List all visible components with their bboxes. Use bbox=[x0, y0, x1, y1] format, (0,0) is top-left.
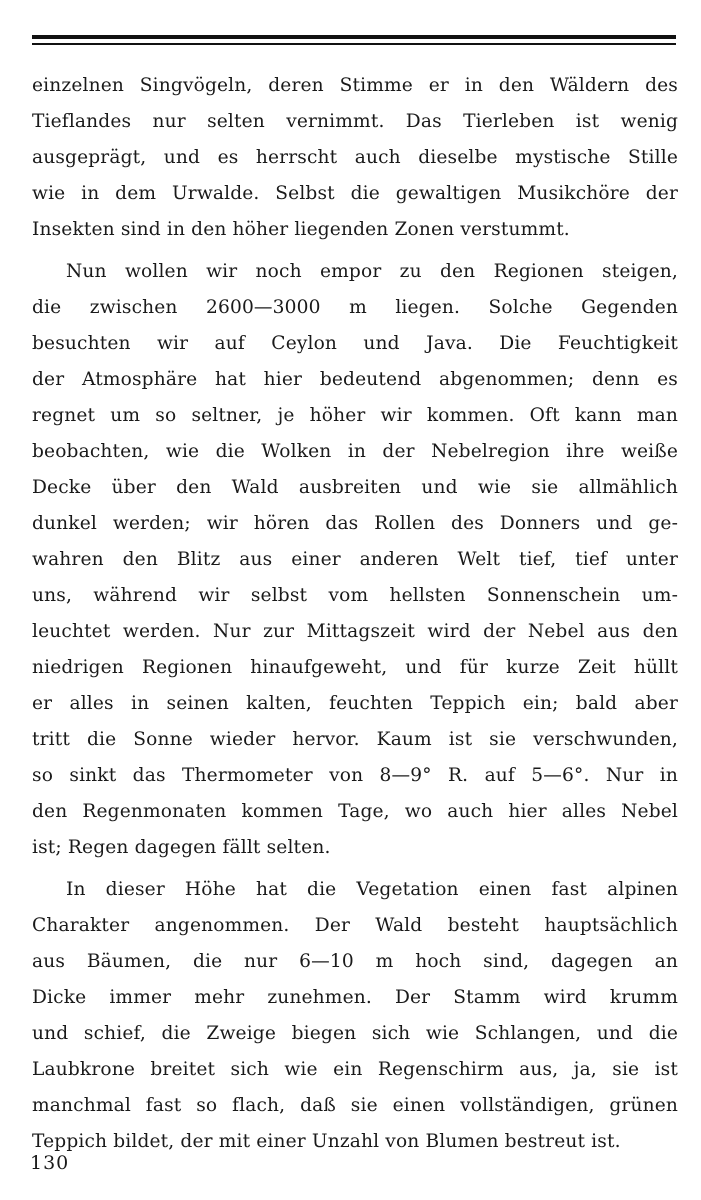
text-line: wie in dem Urwalde. Selbst die gewaltigen Musikchöre der bbox=[32, 183, 678, 204]
text-line: leuchtet werden. Nur zur Mittagszeit wird der Nebel aus den bbox=[32, 621, 678, 642]
text-line: Tieflandes nur selten vernimmt. Das Tierleben ist wenig bbox=[32, 111, 678, 132]
text-line: beobachten, wie die Wolken in der Nebelregion ihre weiße bbox=[32, 441, 678, 462]
text-line: Charakter angenommen. Der Wald besteht hauptsächlich bbox=[32, 915, 678, 936]
text-line: manchmal fast so flach, daß sie einen vollständigen, grünen bbox=[32, 1095, 678, 1116]
text-line: besuchten wir auf Ceylon und Java. Die Feuchtigkeit bbox=[32, 333, 678, 354]
text-line: die zwischen 2600—3000 m liegen. Solche Gegenden bbox=[32, 297, 678, 318]
text-line: ausgeprägt, und es herrscht auch dieselbe mystische Stille bbox=[32, 147, 678, 168]
text-line: und schief, die Zweige biegen sich wie Schlangen, und die bbox=[32, 1023, 678, 1044]
text-line: Dicke immer mehr zunehmen. Der Stamm wird krumm bbox=[32, 987, 678, 1008]
text-line: er alles in seinen kalten, feuchten Teppich ein; bald aber bbox=[32, 693, 678, 714]
paragraph bbox=[32, 68, 678, 248]
text-line: niedrigen Regionen hinaufgeweht, und für kurze Zeit hüllt bbox=[32, 657, 678, 678]
text-line: so sinkt das Thermometer von 8—9° R. auf 5—6°. Nur in bbox=[32, 765, 678, 786]
text-line: der Atmosphäre hat hier bedeutend abgenommen; denn es bbox=[32, 369, 678, 390]
text-line: regnet um so seltner, je höher wir kommen. Oft kann man bbox=[32, 405, 678, 426]
text-line: tritt die Sonne wieder hervor. Kaum ist sie verschwunden, bbox=[32, 729, 678, 750]
body-text bbox=[32, 68, 678, 1160]
text-line: Teppich bildet, der mit einer Unzahl von Blumen bestreut ist. bbox=[32, 1131, 621, 1152]
text-line: aus Bäumen, die nur 6—10 m hoch sind, dagegen an bbox=[32, 951, 678, 972]
header-rule-thin bbox=[32, 43, 676, 45]
text-line: Insekten sind in den höher liegenden Zonen verstummt. bbox=[32, 219, 570, 240]
text-line: ist; Regen dagegen fällt selten. bbox=[32, 837, 331, 858]
text-line: Nun wollen wir noch empor zu den Regionen steigen, bbox=[66, 261, 678, 282]
header-rule-thick bbox=[32, 35, 676, 39]
text-line: einzelnen Singvögeln, deren Stimme er in den Wäldern des bbox=[32, 75, 678, 96]
text-line: uns, während wir selbst vom hellsten Sonnenschein um- bbox=[32, 585, 678, 606]
text-line: Decke über den Wald ausbreiten und wie sie allmählich bbox=[32, 477, 678, 498]
text-line: In dieser Höhe hat die Vegetation einen fast alpinen bbox=[66, 879, 678, 900]
text-line: Laubkrone breitet sich wie ein Regenschirm aus, ja, sie ist bbox=[32, 1059, 678, 1080]
text-line: den Regenmonaten kommen Tage, wo auch hier alles Nebel bbox=[32, 801, 678, 822]
text-line: dunkel werden; wir hören das Rollen des Donners und ge- bbox=[32, 513, 678, 534]
paragraph bbox=[32, 872, 678, 1160]
paragraph bbox=[32, 254, 678, 866]
text-line: wahren den Blitz aus einer anderen Welt tief, tief unter bbox=[32, 549, 678, 570]
page-number: 130 bbox=[30, 1152, 70, 1174]
